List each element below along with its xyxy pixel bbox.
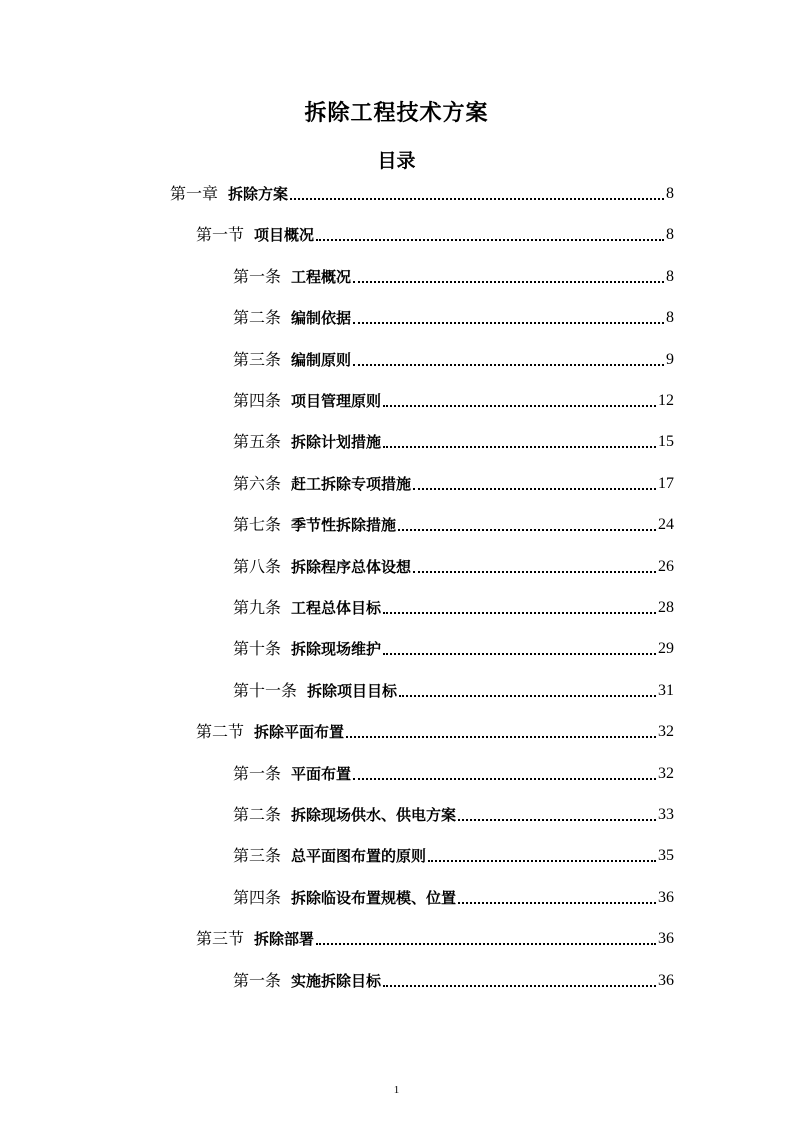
toc-dot-leader (383, 653, 656, 655)
toc-entry-number: 第九条 (233, 598, 282, 617)
toc-dot-leader (346, 736, 656, 738)
toc-entry-number: 第十条 (233, 639, 282, 659)
toc-entry-page: 36 (658, 971, 674, 989)
toc-dot-leader (399, 695, 656, 697)
document-title: 拆除工程技术方案 (304, 101, 489, 126)
toc-entry-number: 第四条 (233, 887, 282, 907)
toc-entry[interactable] (233, 842, 674, 866)
toc-entry[interactable] (233, 760, 674, 784)
toc-entry-page: 28 (658, 599, 674, 616)
toc-entry-page: 9 (666, 350, 674, 368)
toc-entry-number: 第二条 (233, 308, 282, 328)
toc-entry-title: 拆除方案 (228, 185, 289, 203)
toc-entry-title: 拆除临设布置规模、位置 (291, 888, 457, 907)
toc-entry-page: 8 (666, 226, 674, 244)
toc-entry-title: 工程概况 (291, 267, 352, 286)
toc-entry-page: 8 (666, 185, 674, 202)
toc-entry-number: 第一章 (170, 184, 219, 203)
toc-dot-leader (353, 322, 664, 324)
toc-entry[interactable] (233, 387, 674, 411)
toc-entry[interactable] (233, 553, 674, 577)
toc-entry[interactable] (233, 884, 674, 908)
toc-entry-title: 拆除现场维护 (291, 640, 382, 659)
toc-entry-title: 项目管理原则 (291, 392, 382, 410)
toc-entry[interactable] (233, 346, 674, 370)
toc-entry-page: 32 (658, 764, 674, 782)
toc-entry-page: 8 (666, 267, 674, 285)
toc-entry[interactable] (196, 925, 674, 949)
toc-entry-page: 17 (658, 474, 674, 492)
toc-entry-title: 工程总体目标 (291, 599, 382, 617)
toc-entry-title: 拆除现场供水、供电方案 (291, 806, 457, 824)
toc-entry[interactable] (233, 470, 674, 494)
toc-entry-page: 36 (658, 888, 674, 906)
toc-dot-leader (383, 612, 656, 614)
toc-entry-number: 第八条 (233, 556, 282, 576)
toc-entry-title: 赶工拆除专项措施 (291, 474, 412, 493)
toc-heading: 目录 (377, 150, 416, 172)
toc-dot-leader (383, 405, 656, 407)
toc-entry[interactable] (233, 594, 674, 618)
toc-entry-title: 季节性拆除措施 (291, 516, 397, 535)
toc-entry-page: 35 (658, 847, 674, 865)
toc-entry[interactable] (233, 263, 674, 287)
toc-entry-title: 拆除项目目标 (307, 681, 398, 700)
toc-entry-page: 24 (658, 516, 674, 534)
toc-dot-leader (353, 364, 664, 366)
toc-entry[interactable] (233, 511, 674, 535)
toc-entry-title: 实施拆除目标 (291, 971, 382, 990)
toc-entry-number: 第十一条 (233, 680, 298, 700)
toc-entry[interactable] (233, 304, 674, 328)
toc-entry[interactable] (233, 635, 674, 659)
toc-entry[interactable] (233, 801, 674, 825)
toc-entry-title: 编制原则 (291, 350, 352, 369)
toc-entry[interactable] (196, 221, 674, 245)
toc-dot-leader (383, 446, 656, 448)
toc-dot-leader (316, 943, 656, 945)
toc-dot-leader (428, 860, 656, 862)
toc-entry-number: 第一条 (233, 970, 282, 990)
toc-entry[interactable] (233, 967, 674, 991)
toc-entry-number: 第一条 (233, 763, 282, 783)
toc-dot-leader (353, 281, 664, 283)
toc-entry-page: 29 (658, 640, 674, 658)
toc-entry-number: 第一条 (233, 266, 282, 286)
toc-entry-title: 拆除部署 (254, 930, 315, 949)
page-number: 1 (393, 1084, 400, 1096)
toc-dot-leader (353, 778, 656, 780)
toc-entry-number: 第一节 (196, 225, 245, 245)
toc-entry-number: 第五条 (233, 432, 282, 452)
toc-dot-leader (383, 985, 656, 987)
toc-entry-number: 第四条 (233, 391, 282, 410)
toc-dot-leader (290, 198, 664, 200)
toc-entry[interactable] (233, 428, 674, 452)
toc-entry-title: 编制依据 (291, 309, 352, 328)
toc-entry-number: 第六条 (233, 473, 282, 493)
toc-entry-page: 15 (658, 433, 674, 451)
toc-entry-page: 33 (658, 806, 674, 823)
toc-dot-leader (458, 819, 656, 821)
toc-dot-leader (413, 571, 656, 573)
toc-entry-title: 拆除程序总体设想 (291, 557, 412, 576)
toc-entry-page: 32 (658, 723, 674, 741)
toc-entry[interactable] (170, 180, 674, 204)
toc-entry-title: 项目概况 (254, 226, 315, 245)
toc-entry[interactable] (233, 677, 674, 701)
toc-entry-page: 36 (658, 930, 674, 948)
toc-entry-number: 第二条 (233, 805, 282, 824)
toc-entry-number: 第三节 (196, 929, 245, 949)
toc-entry-page: 31 (658, 681, 674, 699)
toc-entry-page: 26 (658, 557, 674, 575)
toc-dot-leader (413, 488, 656, 490)
toc-entry-number: 第二节 (196, 722, 245, 742)
toc-entry-number: 第三条 (233, 846, 282, 866)
toc-entry-title: 总平面图布置的原则 (291, 847, 427, 866)
toc-entry-number: 第七条 (233, 515, 282, 535)
toc-entry-title: 拆除计划措施 (291, 433, 382, 452)
toc-entry-title: 拆除平面布置 (254, 723, 345, 742)
toc-dot-leader (316, 239, 664, 241)
toc-dot-leader (398, 529, 656, 531)
toc-entry[interactable] (196, 718, 674, 742)
toc-entry-page: 12 (658, 392, 674, 409)
toc-entry-number: 第三条 (233, 349, 282, 369)
toc-entry-title: 平面布置 (291, 764, 352, 783)
toc-dot-leader (458, 902, 656, 904)
toc-entry-page: 8 (666, 309, 674, 327)
